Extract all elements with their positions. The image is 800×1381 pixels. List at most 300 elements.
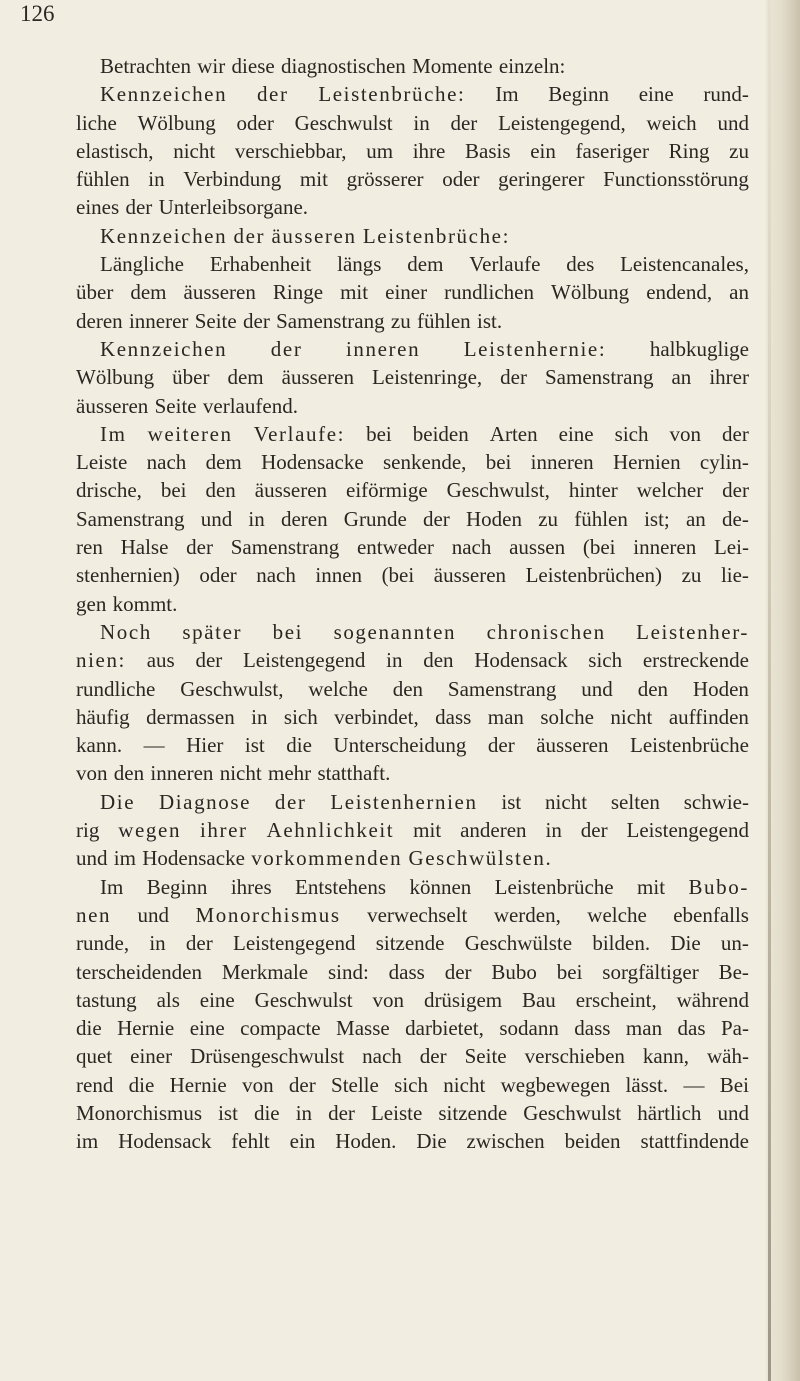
word: Be- (718, 959, 749, 984)
word: Bei (719, 1072, 749, 1097)
word: Basis (465, 138, 511, 163)
word: diagnostischen (281, 54, 406, 78)
word: an (671, 365, 692, 390)
word: dermassen (146, 704, 235, 729)
word: deren (280, 506, 328, 531)
word: den (423, 648, 454, 673)
word: Kennzeichen (100, 223, 228, 248)
word: (bei (381, 563, 415, 588)
word: nach (451, 535, 492, 560)
word: Hodensack (118, 1129, 212, 1154)
word: in (295, 1100, 313, 1125)
word: härtlich (637, 1100, 702, 1125)
text-line (76, 137, 749, 165)
text-line (76, 929, 749, 957)
word: compacte (240, 1016, 321, 1041)
word: welche (308, 676, 368, 701)
page-number: 126 (20, 1, 55, 26)
word: äusseren (536, 733, 609, 758)
word: des (566, 252, 595, 277)
word: inneren (150, 761, 214, 786)
word: eine (638, 82, 674, 107)
word: von (76, 761, 108, 786)
word: Stelle (331, 1072, 379, 1097)
word: grösserer (346, 167, 424, 192)
word: solche (540, 704, 594, 729)
word: beiden (412, 421, 469, 446)
word: verschieben (524, 1044, 625, 1069)
word: gen (76, 591, 107, 616)
text-line (76, 420, 749, 448)
word: selten (610, 789, 660, 814)
word: oder (236, 110, 274, 135)
word: Erhabenheit (209, 252, 312, 277)
word: Verlaufe (469, 252, 541, 277)
word: ein (289, 1129, 316, 1154)
word: sogenannten (333, 619, 457, 644)
word: fehlt (231, 1129, 270, 1154)
word: äusseren (254, 478, 328, 503)
word: deren (76, 308, 123, 333)
text-line (76, 675, 749, 703)
word: nicht (610, 704, 653, 729)
word: Bubo- (688, 874, 749, 899)
text-line (76, 1042, 749, 1070)
word: zu (681, 563, 702, 588)
word: von (372, 987, 405, 1012)
word: ihrer (199, 818, 248, 843)
word: erscheint, (575, 987, 657, 1012)
text-line (76, 646, 749, 674)
text-line (76, 844, 749, 872)
word: mit (637, 874, 666, 899)
word: halbkuglige (649, 336, 749, 361)
word: Kennzeichen (100, 82, 228, 107)
word: sich (283, 704, 318, 729)
word: die (253, 1100, 280, 1125)
word: mit (299, 167, 328, 192)
word: eiförmige (346, 478, 428, 503)
word: sich (588, 648, 623, 673)
word: innen (315, 563, 363, 588)
word: aus (146, 648, 175, 673)
word: stattfindende (640, 1129, 749, 1154)
word: sich (614, 421, 649, 446)
word: äusseren (271, 223, 357, 248)
word: kann. (76, 733, 123, 758)
word: inneren (346, 336, 421, 361)
word: ren (76, 535, 103, 560)
word: bei (272, 619, 304, 644)
word: Samenstrang (276, 308, 385, 333)
word: die (128, 1072, 155, 1097)
text-line (76, 873, 749, 901)
word: Halse (120, 535, 169, 560)
text-line (76, 165, 749, 193)
text-line (76, 561, 749, 589)
word: Hernien (612, 450, 681, 475)
word: endend, (646, 280, 713, 305)
word: Grunde (343, 506, 407, 531)
word: — (683, 1072, 705, 1097)
word: der (328, 1100, 355, 1125)
word: Die (416, 1129, 447, 1154)
word: dass (574, 1016, 611, 1041)
word: tastung (76, 987, 137, 1012)
word: beiden (564, 1129, 621, 1154)
word: Arten (489, 421, 538, 446)
word: den (205, 478, 236, 503)
word: zu (729, 138, 749, 163)
word: Unterleibsorgane. (158, 195, 309, 220)
word: Leistenhernien (330, 789, 478, 814)
body-text (76, 52, 749, 1156)
word: rundlichen (444, 280, 534, 305)
word: dem (407, 252, 444, 277)
word: bei (160, 478, 187, 503)
word: Seite (194, 308, 237, 333)
word: bilden. (592, 931, 651, 956)
word: nen (76, 902, 112, 927)
word: sich (394, 1072, 428, 1097)
word: der (243, 308, 270, 333)
word: dem (227, 365, 264, 390)
word: und (137, 902, 170, 927)
word: an (685, 506, 706, 531)
word: fühlen (417, 308, 471, 333)
word: der (722, 421, 749, 446)
word: Hoden (466, 506, 522, 531)
text-line (76, 958, 749, 986)
word: Seite (154, 393, 197, 418)
word: Leistenbrüchen) (525, 563, 663, 588)
word: über (76, 280, 114, 305)
word: der (288, 1072, 316, 1097)
word: Im (100, 874, 124, 899)
word: ist; (644, 506, 670, 531)
word: der (580, 818, 608, 843)
word: Längliche (100, 252, 184, 277)
word: chronischen (486, 619, 606, 644)
text-line (76, 109, 749, 137)
word: der (186, 535, 213, 560)
word: welche (587, 902, 647, 927)
word: Leistengegend (233, 931, 356, 956)
word: faseriger (575, 138, 649, 163)
word: Hodensack (474, 648, 568, 673)
text-line (76, 703, 749, 731)
word: Geschwülsten. (408, 846, 553, 871)
word: sind: (327, 959, 369, 984)
word: Leistencanales, (620, 252, 749, 277)
word: Aehnlichkeit (266, 818, 395, 843)
word: diese (231, 54, 275, 78)
word: dem (130, 280, 167, 305)
word: Beginn (548, 82, 609, 107)
word: um (366, 138, 394, 163)
word: einer (130, 1044, 173, 1069)
word: de- (722, 506, 749, 531)
word: Im (495, 82, 519, 107)
word: rundliche (76, 676, 156, 701)
text-line (76, 533, 749, 561)
word: wegbewegen (500, 1072, 611, 1097)
text-line (76, 590, 749, 618)
word: un- (720, 931, 749, 956)
word: Kennzeichen (100, 336, 228, 361)
word: Die (670, 931, 701, 956)
word: Leistenbrüche (494, 874, 614, 899)
word: quet (76, 1044, 113, 1069)
word: lie- (720, 563, 749, 588)
word: entweder (356, 535, 434, 560)
word: weiteren (147, 421, 233, 446)
word: eine (189, 1016, 225, 1041)
word: Leistenher- (636, 619, 749, 644)
word: rend (76, 1072, 114, 1097)
word: inneren (530, 450, 594, 475)
text-line (76, 363, 749, 391)
word: nach (146, 450, 187, 475)
word: Geschwulst (254, 987, 353, 1012)
text-line (76, 1099, 749, 1127)
word: ist (244, 733, 265, 758)
word: Hoden (692, 676, 749, 701)
word: die (286, 733, 312, 758)
word: im (113, 846, 136, 871)
text-line (76, 80, 749, 108)
word: zwischen (466, 1129, 545, 1154)
word: ein (530, 138, 556, 163)
word: nach (362, 1044, 402, 1069)
word: einer (385, 280, 428, 305)
word: Hernie (169, 1072, 227, 1097)
word: Monorchismus (195, 902, 341, 927)
word: Ring (668, 138, 710, 163)
word: drüsigem (423, 987, 503, 1012)
word: drische, (76, 478, 142, 503)
word: eine (199, 987, 235, 1012)
word: im (76, 1129, 99, 1154)
word: Die (100, 789, 136, 814)
word: Bau (521, 987, 556, 1012)
word: der (419, 1044, 447, 1069)
word: Verlaufe: (253, 421, 346, 446)
word: Leistenringe, (371, 365, 483, 390)
word: elastisch, (76, 138, 154, 163)
word: cylin- (699, 450, 749, 475)
word: das (677, 1016, 706, 1041)
word: Leistenbrüche: (362, 223, 511, 248)
word: stenhernien) (76, 563, 180, 588)
word: häufig (76, 704, 130, 729)
word: den (637, 676, 669, 701)
word: welcher (636, 478, 704, 503)
word: äusseren (183, 280, 256, 305)
word: Geschwulst (294, 110, 393, 135)
word: auffinden (668, 704, 749, 729)
word: als (156, 987, 180, 1012)
word: sodann (499, 1016, 559, 1041)
word: zu (538, 506, 559, 531)
word: später (182, 619, 243, 644)
word: nicht (443, 1072, 486, 1097)
word: mit (340, 280, 369, 305)
word: die (76, 1016, 102, 1041)
word: Samenstrang (545, 365, 654, 390)
word: den (113, 761, 145, 786)
word: der (500, 365, 527, 390)
word: der (722, 478, 749, 503)
word: Samenstrang (230, 535, 340, 560)
word: statthaft. (317, 761, 391, 786)
word: darbietet, (405, 1016, 484, 1041)
word: Geschwülste (464, 931, 573, 956)
word: Samenstrang (76, 506, 185, 531)
word: Samenstrang (447, 676, 557, 701)
word: Leistengegend, (498, 110, 626, 135)
word: der (233, 223, 266, 248)
word: Pa- (720, 1016, 749, 1041)
text-line (76, 618, 749, 646)
text-line (76, 335, 749, 363)
word: Wölbung (551, 280, 630, 305)
word: ist (218, 1100, 238, 1125)
word: Wölbung (76, 365, 155, 390)
word: der (487, 733, 515, 758)
word: Beginn (146, 874, 208, 899)
word: hinter (568, 478, 618, 503)
text-line (76, 788, 749, 816)
word: oder (199, 563, 237, 588)
word: mehr (268, 761, 312, 786)
word: ist. (476, 308, 503, 333)
word: werden, (493, 902, 561, 927)
word: Betrachten (100, 54, 191, 78)
text-line (76, 222, 749, 250)
text-line (76, 52, 749, 80)
word: und (76, 846, 108, 871)
word: eines (76, 195, 120, 220)
word: inneren (633, 535, 697, 560)
text-line (76, 278, 749, 306)
word: Ringe (272, 280, 324, 305)
text-line (76, 759, 749, 787)
word: ist (501, 789, 522, 814)
word: dass (388, 959, 425, 984)
word: man (487, 704, 524, 729)
word: von (669, 421, 702, 446)
word: vorkommenden (251, 846, 403, 871)
word: Verbindung (183, 167, 282, 192)
word: weich (646, 110, 697, 135)
word: äusseren (76, 393, 149, 418)
word: senkende, (383, 450, 467, 475)
word: der (274, 789, 307, 814)
text-line (76, 250, 749, 278)
word: verwechselt (367, 902, 468, 927)
word: lässt. (625, 1072, 669, 1097)
word: rund- (703, 82, 749, 107)
word: nach (256, 563, 296, 588)
word: Monorchismus (76, 1100, 202, 1125)
word: in (148, 167, 165, 192)
word: Geschwulst, (446, 478, 550, 503)
word: in (149, 931, 166, 956)
word: über (172, 365, 210, 390)
word: Noch (100, 619, 152, 644)
word: Leistenbrüche: (318, 82, 466, 107)
word: Diagnose (158, 789, 252, 814)
word: rig (76, 818, 100, 843)
word: Hodensacke (261, 450, 364, 475)
text-line (76, 505, 749, 533)
word: Hier (186, 733, 224, 758)
word: Bubo (491, 959, 537, 984)
word: in (545, 818, 562, 843)
text-line (76, 448, 749, 476)
word: längs (337, 252, 382, 277)
word: kommt. (112, 591, 178, 616)
word: der (185, 931, 213, 956)
word: in (248, 506, 265, 531)
word: Merkmale (221, 959, 309, 984)
word: Seite (464, 1044, 507, 1069)
word: mit (413, 818, 442, 843)
word: verschiebbar, (234, 138, 347, 163)
word: Wölbung (137, 110, 216, 135)
word: und (200, 506, 233, 531)
word: nicht (219, 761, 262, 786)
text-line (76, 476, 749, 504)
text-line (76, 901, 749, 929)
word: der (450, 110, 478, 135)
word: wäh- (706, 1044, 749, 1069)
word: Drüsengeschwulst (190, 1044, 345, 1069)
word: runde, (76, 931, 130, 956)
word: in (413, 110, 430, 135)
word: dass (435, 704, 472, 729)
text-line (76, 731, 749, 759)
word: nien: (76, 648, 126, 673)
word: der (195, 648, 223, 673)
word: der (256, 82, 289, 107)
word: Leistenbrüche (630, 733, 749, 758)
word: Leiste (370, 1100, 423, 1125)
word: der (125, 195, 153, 220)
word: der (270, 336, 303, 361)
word: und (581, 676, 613, 701)
word: Unterscheidung (333, 733, 467, 758)
word: ihres (230, 874, 272, 899)
word: — (143, 733, 165, 758)
word: nicht (173, 138, 216, 163)
word: Geschwulst (523, 1100, 622, 1125)
word: man (625, 1016, 663, 1041)
page-gutter-line (768, 0, 771, 1381)
text-line (76, 1014, 749, 1042)
word: (bei (582, 535, 616, 560)
word: können (409, 874, 472, 899)
word: bei (485, 450, 512, 475)
word: einzeln: (498, 54, 566, 78)
word: und (717, 110, 749, 135)
text-line (76, 816, 749, 844)
text-line (76, 307, 749, 335)
word: Geschwulst, (180, 676, 284, 701)
word: der (444, 959, 472, 984)
word: Hoden. (335, 1129, 397, 1154)
